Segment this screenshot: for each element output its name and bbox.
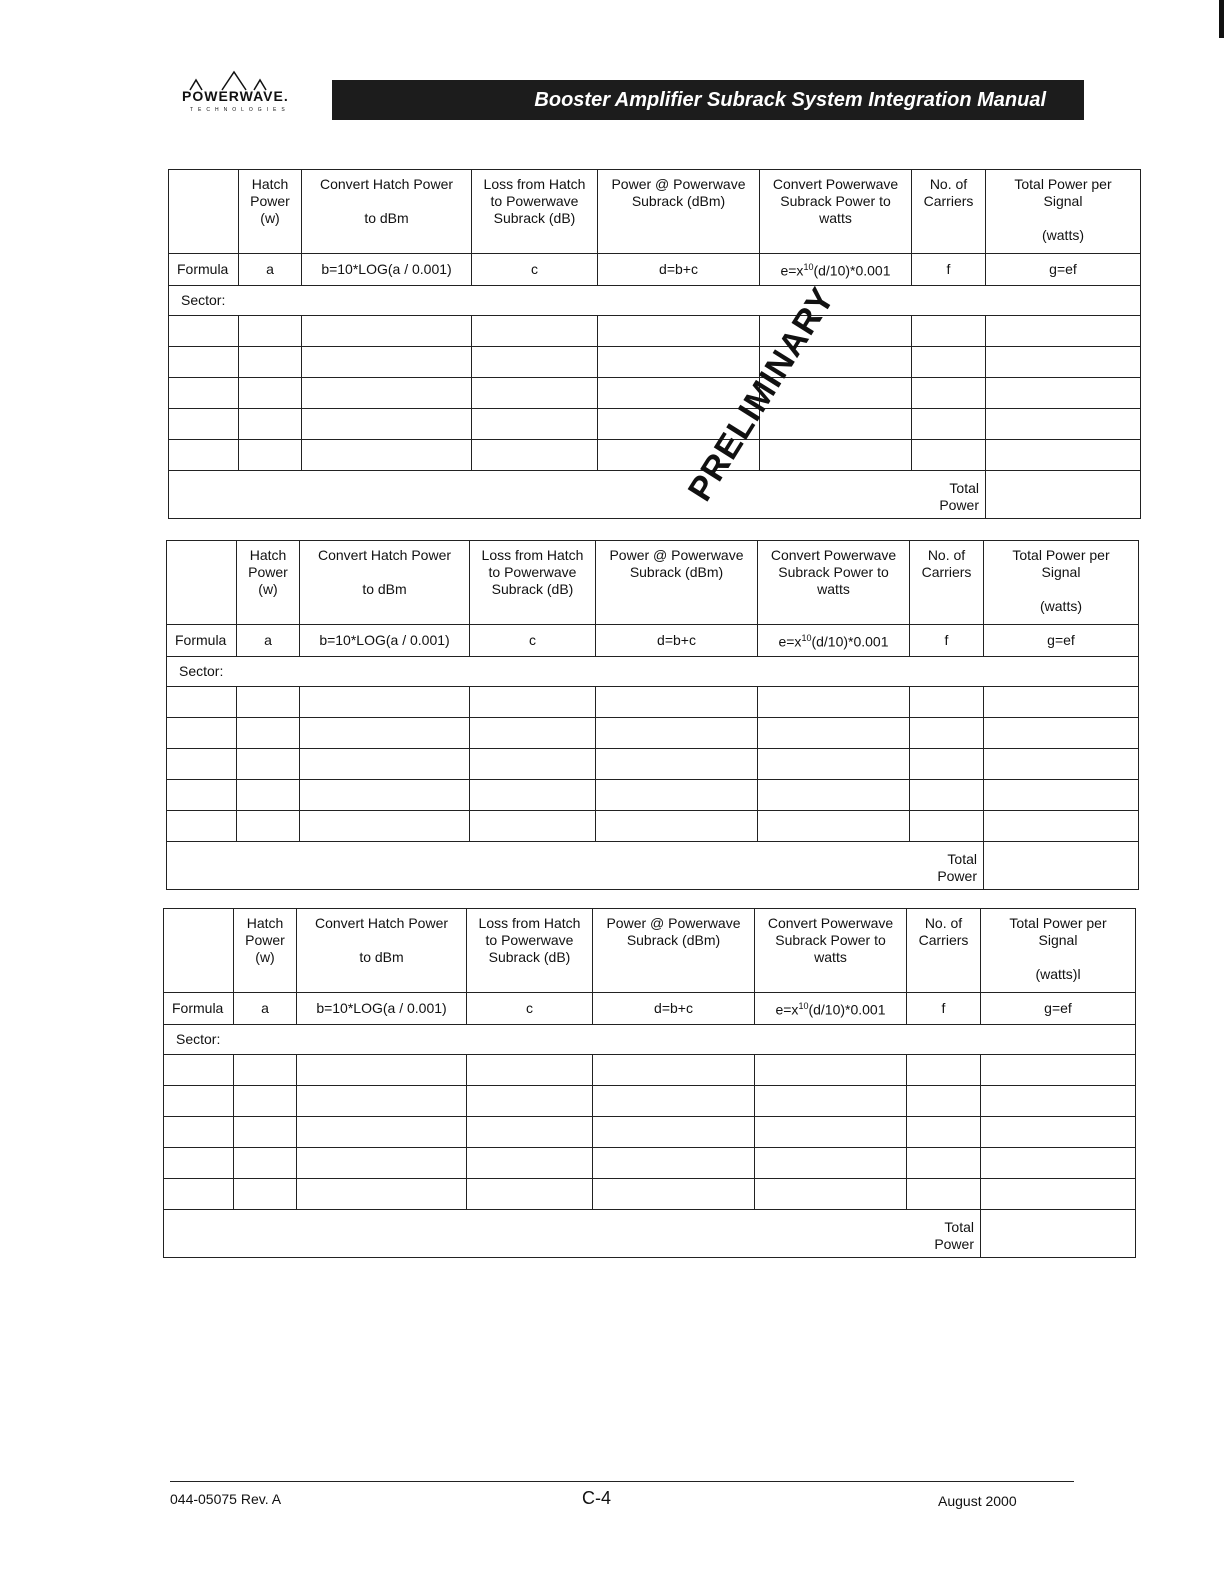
- table-header-row: [167, 541, 1139, 625]
- table-row: [169, 316, 1141, 347]
- header-total-power-per-signal: Total Power per Signal (watts): [986, 170, 1141, 254]
- formula-row: [167, 625, 1139, 657]
- table-row: [167, 687, 1139, 718]
- power-worksheet-table-1: [168, 169, 1141, 519]
- logo-subtitle: TECHNOLOGIES: [190, 107, 290, 113]
- header-cell: [169, 170, 239, 254]
- formula-cell: g=ef: [986, 254, 1141, 286]
- formula-cell: a: [239, 254, 302, 286]
- formula-label: Formula: [169, 254, 239, 286]
- total-spacer: [164, 1210, 907, 1258]
- formula-cell: g=ef: [984, 625, 1139, 657]
- sector-row: [164, 1025, 1136, 1055]
- header-loss-from-hatch: Loss from Hatch to Powerwave Subrack (dB): [470, 541, 596, 625]
- header-total-power-per-signal: Total Power per Signal (watts)l: [981, 909, 1136, 993]
- header-no-of-carriers: No. of Carriers: [907, 909, 981, 993]
- header-power-at-subrack: Power @ Powerwave Subrack (dBm): [598, 170, 760, 254]
- page-banner-title: Booster Amplifier Subrack System Integration Manual: [332, 80, 1084, 120]
- table-row: [169, 409, 1141, 440]
- table-row: [169, 378, 1141, 409]
- formula-label: Formula: [167, 625, 237, 657]
- header-total-power-per-signal: Total Power per Signal (watts): [984, 541, 1139, 625]
- table-row: [167, 780, 1139, 811]
- total-row: [167, 842, 1139, 890]
- scan-edge-mark: [1219, 0, 1224, 38]
- header-hatch-power: Hatch Power (w): [237, 541, 300, 625]
- table-header-row: [169, 170, 1141, 254]
- power-worksheet-table-2: [166, 540, 1139, 890]
- formula-cell: f: [910, 625, 984, 657]
- sector-row: [169, 286, 1141, 316]
- header-cell: [164, 909, 234, 993]
- table-row: [167, 811, 1139, 842]
- sector-label: Sector:: [164, 1025, 1136, 1055]
- header-loss-from-hatch: Loss from Hatch to Powerwave Subrack (dB): [472, 170, 598, 254]
- logo-text: POWERWAVE.: [182, 88, 289, 104]
- total-power-label: Total Power: [912, 471, 986, 519]
- formula-cell: d=b+c: [596, 625, 758, 657]
- footer-page-number: C-4: [582, 1488, 612, 1508]
- header-convert-subrack-power: Convert Powerwave Subrack Power to watts: [758, 541, 910, 625]
- formula-cell: $e=x^{10}(d/10)*0.001$: [760, 254, 912, 286]
- total-spacer: [169, 471, 912, 519]
- formula-cell: d=b+c: [598, 254, 760, 286]
- table-header-row: [164, 909, 1136, 993]
- header-convert-hatch-power: Convert Hatch Power to dBm: [297, 909, 467, 993]
- formula-cell: $e=x^{10}(d/10)*0.001$: [755, 993, 907, 1025]
- power-worksheet-table-3: [163, 908, 1136, 1258]
- total-power-label: Total Power: [907, 1210, 981, 1258]
- table-row: [167, 718, 1139, 749]
- formula-cell: f: [907, 993, 981, 1025]
- footer-date: August 2000: [938, 1493, 1017, 1509]
- sector-label: Sector:: [169, 286, 1141, 316]
- formula-cell: g=ef: [981, 993, 1136, 1025]
- total-power-value: [981, 1210, 1136, 1258]
- header-convert-hatch-power: Convert Hatch Power to dBm: [302, 170, 472, 254]
- total-power-label: Total Power: [910, 842, 984, 890]
- formula-cell: c: [470, 625, 596, 657]
- header-no-of-carriers: No. of Carriers: [910, 541, 984, 625]
- table-row: [169, 347, 1141, 378]
- header-cell: [167, 541, 237, 625]
- sector-row: [167, 657, 1139, 687]
- header-convert-subrack-power: Convert Powerwave Subrack Power to watts: [755, 909, 907, 993]
- formula-cell: a: [237, 625, 300, 657]
- formula-cell: c: [472, 254, 598, 286]
- table-row: [164, 1117, 1136, 1148]
- formula-cell: c: [467, 993, 593, 1025]
- header-power-at-subrack: Power @ Powerwave Subrack (dBm): [596, 541, 758, 625]
- total-spacer: [167, 842, 910, 890]
- header-hatch-power: Hatch Power (w): [234, 909, 297, 993]
- table-row: [164, 1086, 1136, 1117]
- formula-cell: b=10*LOG(a / 0.001): [297, 993, 467, 1025]
- table-row: [164, 1055, 1136, 1086]
- formula-cell: d=b+c: [593, 993, 755, 1025]
- total-row: [169, 471, 1141, 519]
- footer-divider: [170, 1481, 1074, 1482]
- header-convert-subrack-power: Convert Powerwave Subrack Power to watts: [760, 170, 912, 254]
- formula-label: Formula: [164, 993, 234, 1025]
- table-row: [167, 749, 1139, 780]
- formula-cell: $e=x^{10}(d/10)*0.001$: [758, 625, 910, 657]
- preliminary-watermark: PRELIMINARY: [680, 280, 843, 508]
- header-convert-hatch-power: Convert Hatch Power to dBm: [300, 541, 470, 625]
- total-row: [164, 1210, 1136, 1258]
- formula-row: [164, 993, 1136, 1025]
- footer-doc-number: 044-05075 Rev. A: [170, 1491, 282, 1507]
- total-power-value: [986, 471, 1141, 519]
- table-row: [169, 440, 1141, 471]
- formula-cell: a: [234, 993, 297, 1025]
- table-row: [164, 1148, 1136, 1179]
- formula-row: [169, 254, 1141, 286]
- header-loss-from-hatch: Loss from Hatch to Powerwave Subrack (dB): [467, 909, 593, 993]
- sector-label: Sector:: [167, 657, 1139, 687]
- formula-cell: b=10*LOG(a / 0.001): [302, 254, 472, 286]
- table-row: [164, 1179, 1136, 1210]
- header-hatch-power: Hatch Power (w): [239, 170, 302, 254]
- header-no-of-carriers: No. of Carriers: [912, 170, 986, 254]
- header-power-at-subrack: Power @ Powerwave Subrack (dBm): [593, 909, 755, 993]
- formula-cell: f: [912, 254, 986, 286]
- powerwave-logo: [182, 70, 312, 122]
- total-power-value: [984, 842, 1139, 890]
- formula-cell: b=10*LOG(a / 0.001): [300, 625, 470, 657]
